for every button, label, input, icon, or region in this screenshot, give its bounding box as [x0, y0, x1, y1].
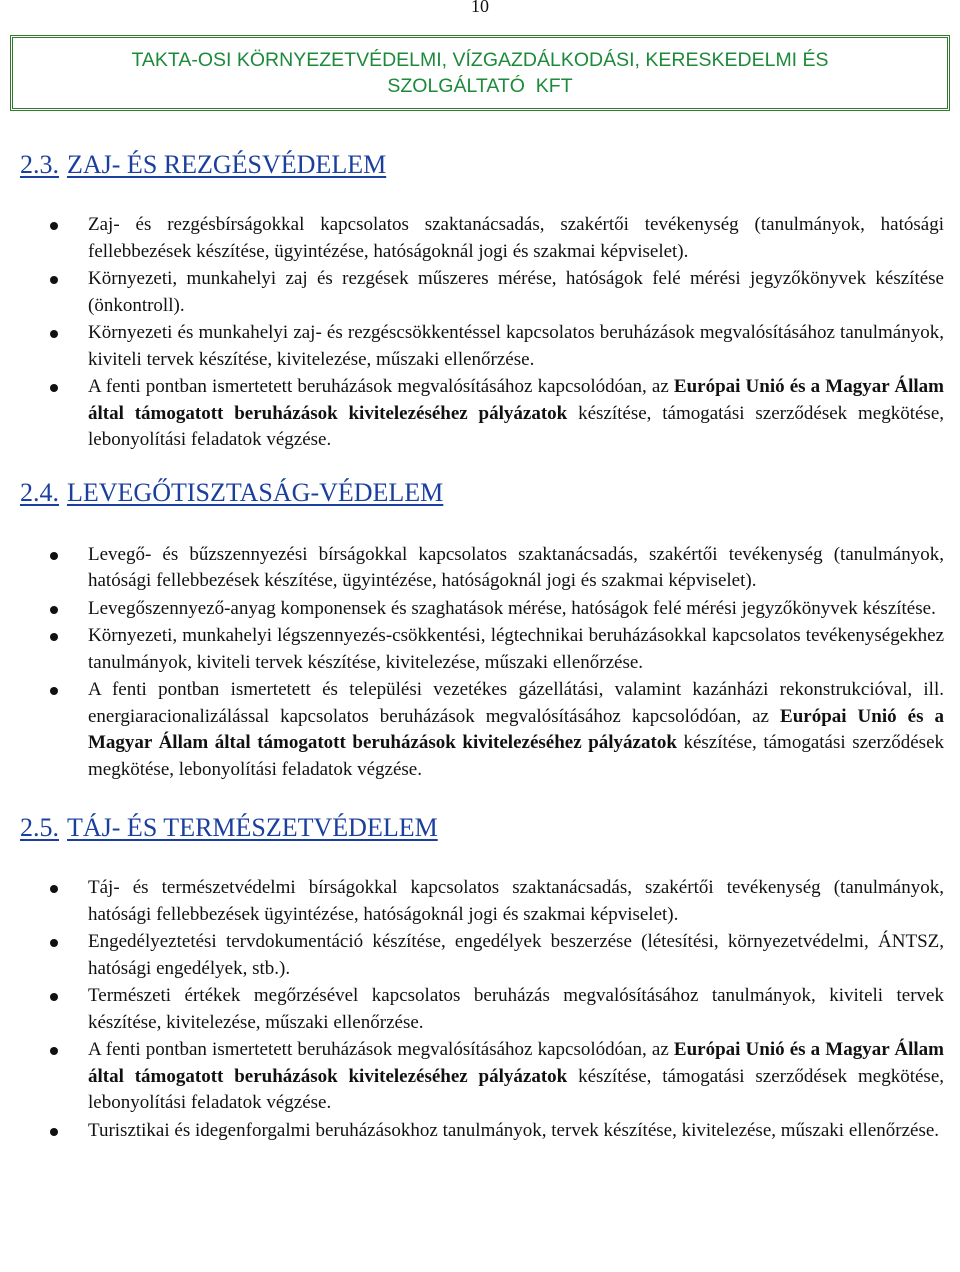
list-item: A fenti pontban ismertetett beruházások megvalósításához kapcsolódóan, az Európai Unió és a Magyar Állam által támogatott beruházások kivitelezéséhez pályázatok készítése, támogatási szerződések megkötése, lebonyolítási feladatok végzése. — [20, 374, 944, 454]
list-item: Turisztikai és idegenforgalmi beruházásokhoz tanulmányok, tervek készítése, kivitelezése, műszaki ellenőrzése. — [20, 1118, 944, 1145]
list-item: Környezeti, munkahelyi légszennyezés-csökkentési, légtechnikai beruházásokkal kapcsolatos tevékenységekhez tanulmányok, kiviteli tervek készítése, kivitelezése, műszaki ellenőrzése. — [20, 623, 944, 676]
list-item: Természeti értékek megőrzésével kapcsolatos beruházás megvalósításához tanulmányok, kiviteli tervek készítése, kivitelezése, műszaki ellenőrzése. — [20, 983, 944, 1036]
section-heading-2-4: 2.4. LEVEGŐTISZTASÁG-VÉDELEM — [20, 477, 444, 507]
list-item: A fenti pontban ismertetett és települési vezetékes gázellátási, valamint kazánházi rekonstrukcióval, ill. energiaracionalizálással kapcsolatos beruházások megvalósításához kapcsolódóan, az Európai Unió és a Magyar Állam által támogatott beruházások kivitelezéséhez pályázatok készítése, támogatási szerződések megkötése, lebonyolítási feladatok végzése. — [20, 677, 944, 783]
list-item: Engedélyeztetési tervdokumentáció készítése, engedélyek beszerzése (létesítési, környezetvédelmi, ÁNTSZ, hatósági engedélyek, stb.). — [20, 929, 944, 982]
section-2-4-list — [20, 542, 944, 784]
list-item: Levegőszennyező-anyag komponensek és szaghatások mérése, hatóságok felé mérési jegyzőkönyvek készítése. — [20, 596, 944, 623]
list-item: Környezeti, munkahelyi zaj és rezgések műszeres mérése, hatóságok felé mérési jegyzőkönyvek készítése (önkontroll). — [20, 266, 944, 319]
bullet-icon — [50, 552, 58, 560]
bullet-icon — [50, 1128, 58, 1136]
list-item: Táj- és természetvédelmi bírságokkal kapcsolatos szaktanácsadás, szakértői tevékenység (tanulmányok, hatósági fellebbezések ügyintézése, hatóságoknál jogi és szakmai képviselet). — [20, 875, 944, 928]
bullet-icon — [50, 606, 58, 614]
bullet-icon — [50, 1047, 58, 1055]
section-2-5-list — [20, 875, 944, 1144]
list-item: A fenti pontban ismertetett beruházások megvalósításához kapcsolódóan, az Európai Unió és a Magyar Állam által támogatott beruházások kivitelezéséhez pályázatok készítése, támogatási szerződések megkötése, lebonyolítási feladatok végzése. — [20, 1037, 944, 1117]
section-heading-2-3: 2.3. ZAJ- ÉS REZGÉSVÉDELEM — [20, 150, 387, 179]
section-2-3-list — [20, 212, 944, 454]
bullet-icon — [50, 993, 58, 1001]
bullet-icon — [50, 222, 58, 230]
bullet-icon — [50, 885, 58, 893]
company-name-line-2: SZOLGÁLTATÓ KFT — [387, 75, 573, 97]
bullet-icon — [50, 939, 58, 947]
bullet-icon — [50, 384, 58, 392]
list-item: Zaj- és rezgésbírságokkal kapcsolatos szaktanácsadás, szakértői tevékenység (tanulmányok, hatósági fellebbezések készítése, ügyintézése, hatóságoknál jogi és szakmai képviselet). — [20, 212, 944, 265]
section-heading-2-5: 2.5. TÁJ- ÉS TERMÉSZETVÉDELEM — [20, 813, 438, 842]
bullet-icon — [50, 330, 58, 338]
page-number: 10 — [471, 0, 489, 16]
company-name-line-1: TAKTA-OSI KÖRNYEZETVÉDELMI, VÍZGAZDÁLKODÁSI, KERESKEDELMI ÉS — [131, 49, 829, 71]
document-body — [20, 148, 944, 1145]
company-header — [10, 35, 950, 111]
list-item: Levegő- és bűzszennyezési bírságokkal kapcsolatos szaktanácsadás, szakértői tevékenység (tanulmányok, hatósági fellebbezések készítése, ügyintézése, hatóságoknál jogi és szakmai képviselet). — [20, 542, 944, 595]
bullet-icon — [50, 687, 58, 695]
list-item: Környezeti és munkahelyi zaj- és rezgéscsökkentéssel kapcsolatos beruházások megvalósításához tanulmányok, kiviteli tervek készítése, kivitelezése, műszaki ellenőrzése. — [20, 320, 944, 373]
bullet-icon — [50, 633, 58, 641]
bullet-icon — [50, 276, 58, 284]
